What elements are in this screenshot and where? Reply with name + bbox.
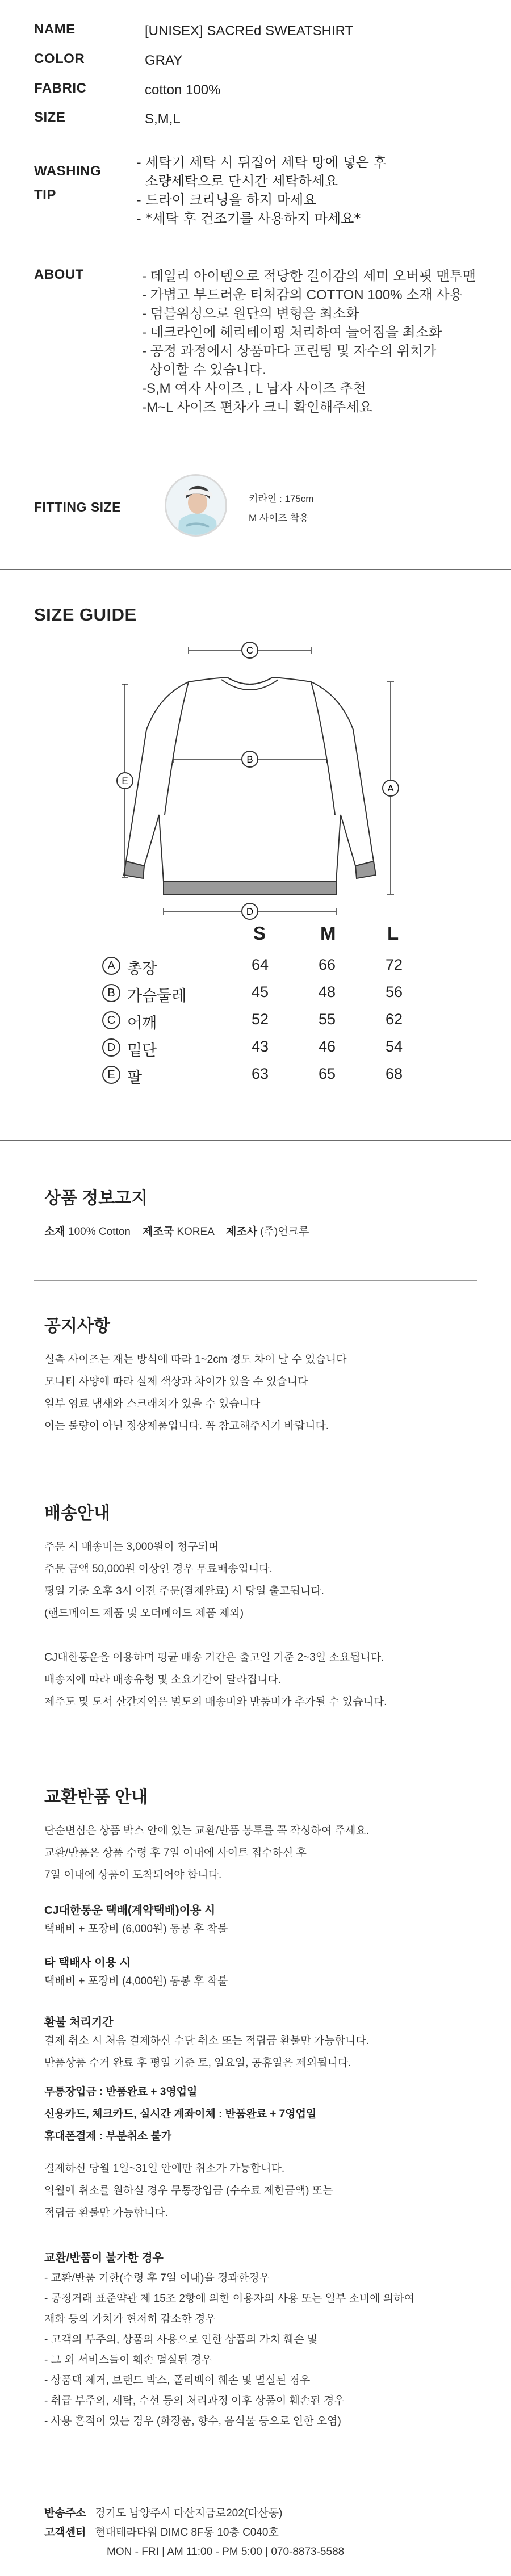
maker-label: 제조사 <box>225 1226 257 1238</box>
hours: MON - FRI | AM 11:00 - PM 5:00 | 070-8873-5588 <box>107 2546 345 2558</box>
about-item: - 가볍고 부드러운 티처감의 COTTON 100% 소재 사용 <box>142 287 463 303</box>
value-s: 52 <box>251 1011 269 1028</box>
row-mark: C <box>102 1011 120 1029</box>
unable-title: 교환/반품이 불가한 경우 <box>44 2252 164 2264</box>
divider <box>34 1280 477 1281</box>
other-line: 택배비 + 포장비 (4,000원) 동봉 후 착불 <box>44 1975 228 1987</box>
phone-lines <box>44 2158 487 2224</box>
unable-line: - 상품택 제거, 브랜드 박스, 폴리백이 훼손 및 멸실된 경우 <box>44 2374 311 2386</box>
other-line-wrap <box>44 1970 487 1992</box>
divider <box>0 569 511 570</box>
unable-lines <box>44 2268 487 2432</box>
shipping-line: (핸드메이드 제품 및 오더메이드 제품 제외) <box>44 1607 244 1619</box>
unable-line: 재화 등의 가치가 현저히 감소한 경우 <box>44 2313 216 2325</box>
other-title: 타 택배사 이용 시 <box>44 1957 131 1969</box>
phone-detail-line: 익월에 취소를 원하실 경우 무통장입금 (수수료 제한금액) 또는 <box>44 2185 333 2197</box>
notice-title: 상품 정보고지 <box>44 1189 148 1208</box>
value-l: 54 <box>385 1038 403 1055</box>
value-m: 48 <box>318 983 336 1000</box>
shipping-lines-b <box>44 1647 487 1713</box>
fitting-size-worn: M 사이즈 착용 <box>249 513 309 523</box>
size-row <box>102 1037 420 1059</box>
color-value: GRAY <box>145 53 183 68</box>
unable-line: - 교환/반품 기한(수령 후 7일 이내)을 경과한경우 <box>44 2272 270 2284</box>
shipping-line: 주문 금액 50,000원 이상인 경우 무료배송입니다. <box>44 1563 273 1575</box>
value-s: 63 <box>251 1065 269 1082</box>
mark-b: B <box>246 754 253 765</box>
returns-line: 단순변심은 상품 박스 안에 있는 교환/반품 봉투를 꼭 작성하여 주세요. <box>44 1825 369 1837</box>
unable-line: - 고객의 부주의, 상품의 사용으로 인한 상품의 가치 훼손 및 <box>44 2334 318 2345</box>
row-mark: E <box>102 1066 120 1084</box>
row-mark: D <box>102 1038 120 1057</box>
value-l: 62 <box>385 1011 403 1028</box>
unable-line: - 그 외 서비스들이 훼손 멸실된 경우 <box>44 2354 212 2366</box>
value-m: 55 <box>318 1011 336 1028</box>
origin-label: 제조국 <box>142 1226 174 1238</box>
shipping-line: CJ대한통운을 이용하며 평균 배송 기간은 출고일 기준 2~3일 소요됩니다. <box>44 1652 384 1664</box>
size-header-s: S <box>253 923 266 944</box>
shipping-line: 주문 시 배송비는 3,000원이 청구되며 <box>44 1541 219 1553</box>
value-l: 56 <box>385 983 403 1000</box>
washing-label-line2: TIP <box>34 187 56 203</box>
shipping-line: 평일 기준 오후 3시 이전 주문(결제완료) 시 당일 출고됩니다. <box>44 1585 324 1597</box>
washing-line: - *세탁 후 건조기를 사용하지 마세요* <box>136 211 361 227</box>
mark-a: A <box>387 783 394 794</box>
value-m: 65 <box>318 1065 336 1082</box>
size-label: SIZE <box>34 110 66 125</box>
notice-details <box>44 1221 487 1243</box>
shipping-line: 배송지에 따라 배송유형 및 소요기간이 달라집니다. <box>44 1674 282 1686</box>
fitting-label: FITTING SIZE <box>34 500 121 514</box>
about-item: -M~L 사이즈 편차가 크니 확인해주세요 <box>142 400 372 415</box>
card-line: 신용카드, 체크카드, 실시간 계좌이체 : 반품완료 + 7영업일 <box>44 2108 317 2120</box>
value-l: 68 <box>385 1065 403 1082</box>
size-header-l: L <box>387 923 399 944</box>
row-mark: B <box>102 984 120 1002</box>
announce-lines <box>44 1348 487 1437</box>
refund-line: 결제 취소 시 처음 결제하신 수단 취소 또는 적립금 환불만 가능합니다. <box>44 2035 369 2047</box>
unable-line: - 취급 부주의, 세탁, 수선 등의 처리과정 이후 상품이 훼손된 경우 <box>44 2395 345 2407</box>
value-s: 64 <box>251 956 269 973</box>
phone-detail-line: 적립금 환불만 가능합니다. <box>44 2207 168 2219</box>
value-l: 72 <box>385 956 403 973</box>
washing-line: - 드라이 크리닝을 하지 마세요 <box>136 192 317 208</box>
returns-line: 7일 이내에 상품이 도착되어야 합니다. <box>44 1869 222 1881</box>
about-item: - 네크라인에 헤리테이핑 처리하여 늘어짐을 최소화 <box>142 325 442 340</box>
cj-line: 택배비 + 포장비 (6,000원) 동봉 후 착불 <box>44 1923 228 1935</box>
sweatshirt-diagram <box>91 627 409 923</box>
row-name: 어깨 <box>127 1015 157 1032</box>
fabric-label: FABRIC <box>34 81 87 96</box>
returns-line: 교환/반품은 상품 수령 후 7일 이내에 사이트 접수하신 후 <box>44 1847 307 1859</box>
unable-line: - 공정거래 표준약관 제 15조 2항에 의한 이용자의 사용 또는 일부 소비에 의하여 <box>44 2293 414 2305</box>
mark-e: E <box>122 776 128 786</box>
about-list <box>142 267 505 417</box>
row-name: 총장 <box>127 960 157 977</box>
washing-line: - 세탁기 세탁 시 뒤집어 세탁 망에 넣은 후 <box>136 154 387 170</box>
size-header-m: M <box>320 923 336 944</box>
refund-line: 반품상품 수거 완료 후 평일 기준 토, 일요일, 공휴일은 제외됩니다. <box>44 2057 351 2069</box>
origin-value: KOREA <box>177 1226 214 1238</box>
about-item: 상이할 수 있습니다. <box>142 362 266 378</box>
size-row <box>102 982 420 1005</box>
washing-label <box>34 164 131 203</box>
size-row <box>102 955 420 978</box>
material-value: 100% Cotton <box>68 1226 131 1238</box>
washing-label-line1: WASHING <box>34 164 102 179</box>
refund-lines <box>44 2030 487 2074</box>
washing-tips <box>136 153 500 228</box>
color-label: COLOR <box>34 51 85 66</box>
returns-intro <box>44 1820 487 1886</box>
about-item: - 데일리 아이템으로 적당한 길이감의 세미 오버핏 맨투맨 <box>142 269 476 284</box>
addr-value: 경기도 남양주시 다산지금로202(다산동) <box>95 2507 283 2519</box>
center-label: 고객센터 <box>44 2527 86 2539</box>
unable-line: - 사용 흔적이 있는 경우 (화장품, 향수, 음식물 등으로 인한 오염) <box>44 2415 341 2427</box>
value-s: 45 <box>251 983 269 1000</box>
row-name: 가슴둘레 <box>127 987 187 1004</box>
fitting-height: 키라인 : 175cm <box>249 493 314 504</box>
addr-label: 반송주소 <box>44 2507 86 2519</box>
about-item: - 공정 과정에서 상품마다 프린팅 및 자수의 위치가 <box>142 344 437 359</box>
row-mark: A <box>102 957 120 975</box>
value-m: 66 <box>318 956 336 973</box>
refund-title: 환불 처리기간 <box>44 2016 114 2029</box>
fitting-info <box>249 489 313 528</box>
announce-line: 이는 불량이 아닌 정상제품입니다. 꼭 참고해주시기 바랍니다. <box>44 1420 329 1432</box>
size-value: S,M,L <box>145 111 181 127</box>
contact-info <box>44 2504 487 2562</box>
phone-line: 휴대폰결제 : 부분취소 불가 <box>44 2130 172 2142</box>
center-value: 현대테라타워 DIMC 8F동 10층 C040호 <box>95 2527 279 2539</box>
value-m: 46 <box>318 1038 336 1055</box>
size-row <box>102 1010 420 1032</box>
about-item: -S,M 여자 사이즈 , L 남자 사이즈 추천 <box>142 381 366 396</box>
shipping-lines-a <box>44 1536 487 1624</box>
phone-detail-line: 결제하신 당월 1일~31일 안에만 취소가 가능합니다. <box>44 2163 285 2175</box>
returns-title: 교환반품 안내 <box>44 1788 148 1807</box>
row-name: 팔 <box>127 1069 143 1086</box>
about-label: ABOUT <box>34 267 84 282</box>
fabric-value: cotton 100% <box>145 82 221 98</box>
shipping-line: 제주도 및 도서 산간지역은 별도의 배송비와 반품비가 추가될 수 있습니다. <box>44 1696 387 1708</box>
material-label: 소재 <box>44 1226 65 1238</box>
refund-methods <box>44 2081 487 2147</box>
value-s: 43 <box>251 1038 269 1055</box>
name-label: NAME <box>34 22 76 37</box>
mark-d: D <box>246 906 254 917</box>
washing-line: 소량세탁으로 단시간 세탁하세요 <box>136 173 338 189</box>
product-info <box>0 0 511 568</box>
announce-line: 모니터 사양에 따라 실제 색상과 차이가 있을 수 있습니다 <box>44 1376 308 1388</box>
model-photo-icon <box>166 476 227 537</box>
announce-line: 실측 사이즈는 재는 방식에 따라 1~2cm 정도 차이 날 수 있습니다 <box>44 1354 347 1366</box>
name-value: [UNISEX] SACREd SWEATSHIRT <box>145 23 354 39</box>
row-name: 밑단 <box>127 1042 157 1059</box>
divider <box>0 1140 511 1141</box>
size-guide-title: SIZE GUIDE <box>34 605 137 625</box>
cj-line-wrap <box>44 1918 487 1940</box>
cj-title: CJ대한통운 택배(계약택배)이용 시 <box>44 1904 216 1917</box>
about-item: - 덤블워싱으로 원단의 변형을 최소화 <box>142 306 359 321</box>
announce-line: 일부 염료 냄새와 스크래치가 있을 수 있습니다 <box>44 1398 261 1410</box>
shipping-title: 배송안내 <box>44 1504 110 1523</box>
mark-c: C <box>246 645 254 656</box>
size-row <box>102 1064 420 1087</box>
announce-title: 공지사항 <box>44 1317 110 1335</box>
model-avatar <box>165 474 227 537</box>
maker-value: (주)언크루 <box>260 1226 309 1238</box>
deposit-line: 무통장입금 : 반품완료 + 3영업일 <box>44 2086 198 2098</box>
